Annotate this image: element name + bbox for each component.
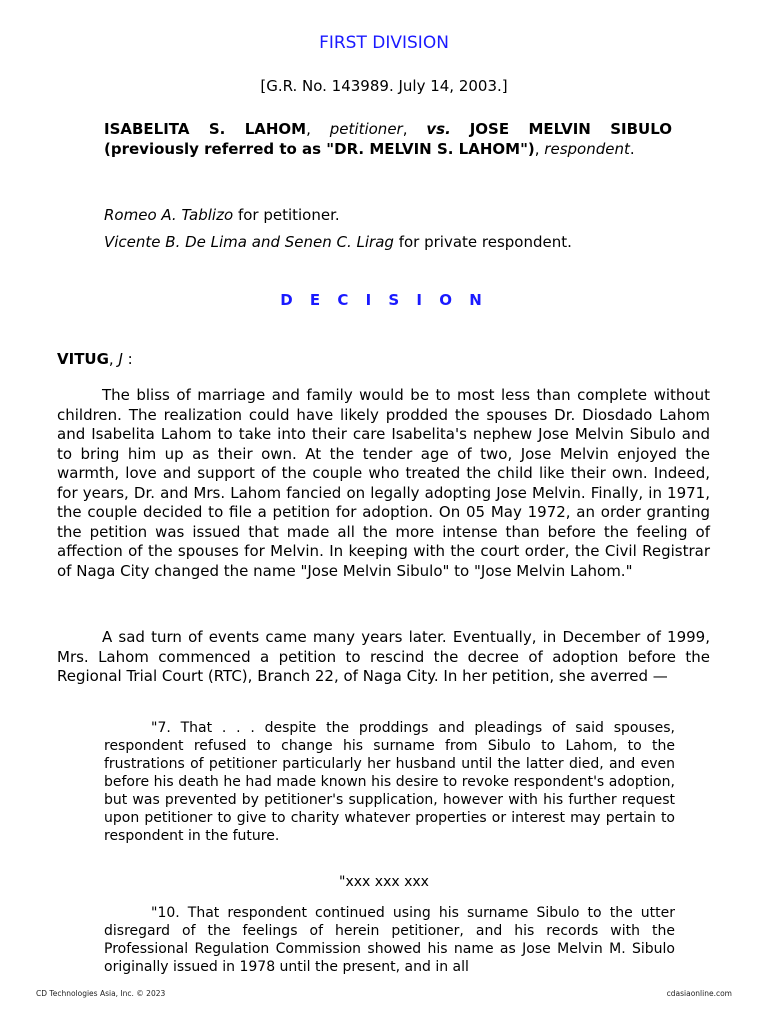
quote-ellipsis: "xxx xxx xxx — [339, 874, 429, 890]
counsel-name: Romeo A. Tablizo — [104, 206, 234, 224]
respondent-name: JOSE MELVIN SIBULO (previously referred to as "DR. MELVIN S. LAHOM") — [104, 120, 672, 158]
counsel-respondent — [104, 233, 572, 251]
counsel-petitioner — [104, 206, 340, 224]
parties-caption: ISABELITA S. LAHOM, petitioner, vs. JOSE MELVIN SIBULO (previously referred to as "DR. MELVIN S. LAHOM"), respondent. — [104, 120, 672, 158]
ponente-title: J — [118, 350, 123, 368]
quote-7: "7. That . . . despite the proddings and pleadings of said spouses, respondent refused to change his surname from Sibulo to Lahom, to the frustrations of petitioner particularly her husband until the latter died, and even before his death he had made known his desire to revoke respondent's adoption, but was prevented by petitioner's supplication, however with his further request upon petitioner to give to charity whatever properties or interest may pertain to respondent in the future. — [104, 720, 675, 844]
versus: vs. — [426, 120, 451, 138]
case-number: [G.R. No. 143989. July 14, 2003.] — [260, 77, 508, 95]
footer-copyright: CD Technologies Asia, Inc. © 2023 — [36, 989, 166, 998]
footer-site: cdasiaonline.com — [666, 989, 732, 998]
quote-10: "10. That respondent continued using his surname Sibulo to the utter disregard of the feelings of herein petitioner, and his records with the Professional Regulation Commission showed his name as Jose Melvin M. Sibulo originally issued in 1978 until the present, and in all — [104, 905, 675, 975]
decision-heading: D E C I S I O N — [280, 291, 488, 309]
ponente: VITUG, J : — [57, 350, 133, 368]
paragraph-1: The bliss of marriage and family would be to most less than complete without children. The realization could have likely prodded the spouses Dr. Diosdado Lahom and Isabelita Lahom to take into their care Isabelita's nephew Jose Melvin Sibulo and to bring him up as their own. At the tender age of two, Jose Melvin enjoyed the warmth, love and support of the couple who treated the child like their own. Indeed, for years, Dr. and Mrs. Lahom fancied on legally adopting Jose Melvin. Finally, in 1971, the couple decided to file a petition for adoption. On 05 May 1972, an order granting the petition was issued that made all the more intense than before the feeling of affection of the spouses for Melvin. In keeping with the court order, the Civil Registrar of Naga City changed the name "Jose Melvin Sibulo" to "Jose Melvin Lahom." — [57, 386, 710, 580]
ponente-name: VITUG — [57, 350, 109, 368]
paragraph-2: A sad turn of events came many years later. Eventually, in December of 1999, Mrs. Lahom commenced a petition to rescind the decree of adoption before the Regional Trial Court (RTC), Branch 22, of Naga City. In her petition, she averred — — [57, 628, 710, 685]
counsel-role: for private respondent. — [398, 233, 572, 251]
petitioner-name: ISABELITA S. LAHOM — [104, 120, 307, 138]
counsel-name: Vicente B. De Lima and Senen C. Lirag — [104, 233, 394, 251]
counsel-role: for petitioner. — [237, 206, 340, 224]
division-heading: FIRST DIVISION — [319, 33, 449, 53]
respondent-role: respondent — [544, 139, 630, 158]
petitioner-role: petitioner — [329, 120, 403, 138]
